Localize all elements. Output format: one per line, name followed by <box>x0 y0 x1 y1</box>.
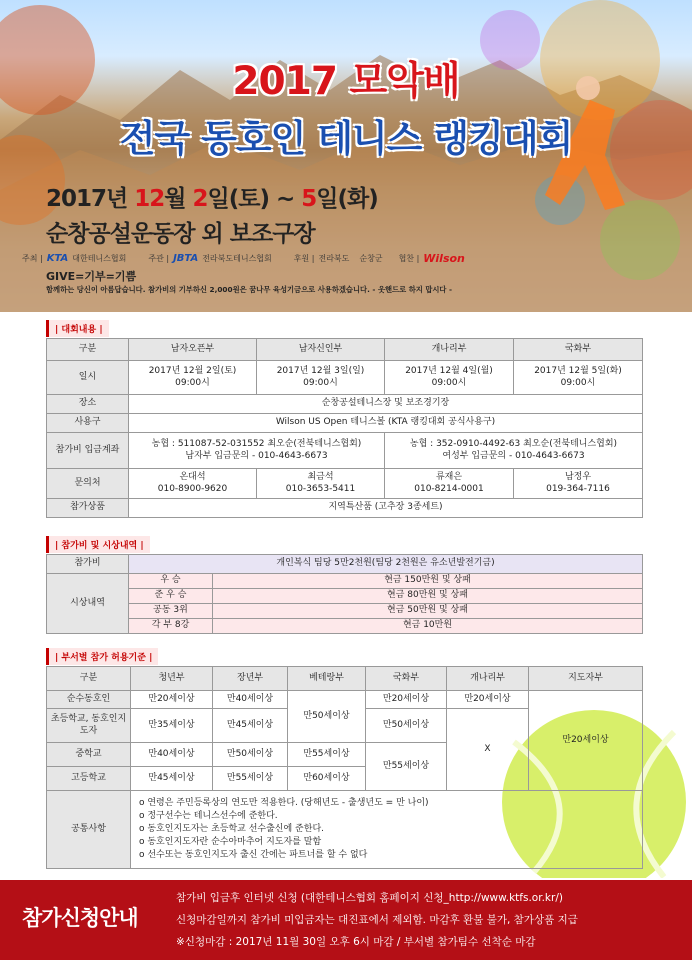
age-cell: 만20세이상 <box>131 691 213 709</box>
header-cell: 청년부 <box>131 667 213 691</box>
age-cell: 만60세이상 <box>288 767 366 791</box>
contact-phone: 010-3653-5411 <box>285 483 356 494</box>
date-mid1: 월 <box>164 186 193 212</box>
table-row <box>47 469 643 499</box>
schedule-time: 09:00시 <box>560 377 596 388</box>
age-cell: 만55세이상 <box>288 743 366 767</box>
contact-phone: 010-8900-9620 <box>157 483 228 494</box>
schedule-date: 2017년 12월 3일(일) <box>276 366 365 377</box>
application-footer <box>0 880 692 960</box>
age-cell: 만40세이상 <box>131 743 213 767</box>
award-prize: 현금 50만원 및 상패 <box>213 604 643 619</box>
header-cell: 국화부 <box>514 339 643 361</box>
account-number: 농협 : 352-0910-4492-63 최오순(전북테니스협회) <box>409 439 618 450</box>
leader-age-cell: 만20세이상 <box>529 691 643 791</box>
header-cell: 구분 <box>47 667 131 691</box>
category-cell: 고등학교 <box>47 767 131 791</box>
common-note: o 동호인지도자란 순수아마추어 지도자를 말함 <box>139 837 322 848</box>
contact-name: 최금석 <box>307 472 334 483</box>
age-cell: 만50세이상 <box>366 709 447 743</box>
award-prize: 현금 150만원 및 상패 <box>213 574 643 589</box>
contact-cell <box>257 469 385 499</box>
footer-line2: 신청마감일까지 참가비 미입금자는 대진표에서 제외함. 마감후 환불 불가, 참가상품 지급 <box>176 914 578 926</box>
age-cell: 만55세이상 <box>366 743 447 791</box>
header-cell: 베테랑부 <box>288 667 366 691</box>
section-title-eligibility: | 부서별 참가 허용기준 | <box>46 648 158 665</box>
host-name: 대한테니스협회 <box>72 254 127 263</box>
table-row <box>47 574 643 589</box>
venue-value: 순창공설테니스장 및 보조경기장 <box>129 395 643 414</box>
header-cell: 개나리부 <box>447 667 529 691</box>
table-row <box>47 589 643 604</box>
schedule-date: 2017년 12월 4일(월) <box>405 366 493 377</box>
title-line2: 전국 동호인 테니스 랭킹대회 <box>119 117 573 160</box>
footer-line3: ※신청마감 : 2017년 11월 30일 오후 6시 마감 / 부서별 참가팀수 선착순 마감 <box>176 936 536 948</box>
schedule-cell <box>129 361 257 395</box>
support-sunchang: 순창군 <box>359 254 383 263</box>
contact-cell <box>385 469 514 499</box>
footer-title: 참가신청안내 <box>22 906 138 930</box>
header-cell: 장년부 <box>213 667 288 691</box>
category-cell: 중학교 <box>47 743 131 767</box>
ball-value: Wilson US Open 테니스볼 (KTA 랭킹대회 공식사용구) <box>129 414 643 433</box>
row-label: 문의처 <box>47 469 129 499</box>
sponsor-label: 협찬 | <box>398 254 420 263</box>
header-cell: 개나리부 <box>385 339 514 361</box>
date-suffix: 일(화) <box>316 186 378 212</box>
header-cell: 지도자부 <box>529 667 643 691</box>
award-rank: 우 승 <box>129 574 213 589</box>
table-row <box>47 339 643 361</box>
schedule-time: 09:00시 <box>175 377 210 388</box>
contact-cell <box>129 469 257 499</box>
contact-cell <box>514 469 643 499</box>
common-note: o 연령은 주민등록상의 연도만 적용한다. (당해년도 - 출생년도 = 만 나이) <box>139 797 429 808</box>
gaenari-x-cell: X <box>447 709 529 791</box>
kta-logo: KTA <box>46 253 69 264</box>
date-day2: 5 <box>301 186 317 212</box>
section-title-fees: | 참가비 및 시상내역 | <box>46 536 150 553</box>
category-cell: 순수동호인 <box>47 691 131 709</box>
host-label: 주최 | <box>22 254 43 263</box>
age-cell: 만55세이상 <box>213 767 288 791</box>
row-label: 일시 <box>47 361 129 395</box>
organizer-label: 주관 | <box>148 254 170 263</box>
age-cell: 만45세이상 <box>213 709 288 743</box>
section-title-event-info: | 대회내용 | <box>46 320 109 337</box>
table-row <box>47 604 643 619</box>
organizer-name: 전라북도테니스협회 <box>202 254 272 263</box>
contact-phone: 019-364-7116 <box>546 483 610 494</box>
give-slogan: GIVE=기부=기쁨 <box>46 270 137 283</box>
contact-name: 온대석 <box>179 472 206 483</box>
account-inquiry: 남자부 입금문의 - 010-4643-6673 <box>185 450 328 461</box>
table-row <box>47 414 643 433</box>
row-label: 장소 <box>47 395 129 414</box>
table-row <box>47 395 643 414</box>
row-label: 시상내역 <box>47 574 129 634</box>
date-mid2: 일(토) ~ <box>207 186 302 212</box>
row-label: 참가비 입금계좌 <box>47 433 129 469</box>
age-cell: 만40세이상 <box>213 691 288 709</box>
age-cell: 만35세이상 <box>131 709 213 743</box>
hero-banner <box>0 0 692 312</box>
footer-line1: 참가비 입금후 인터넷 신청 (대한테니스협회 홈페이지 신청_http://www.ktfs.or.kr/) <box>176 892 563 904</box>
account-men <box>129 433 385 469</box>
schedule-cell <box>257 361 385 395</box>
age-cell: 만20세이상 <box>366 691 447 709</box>
contact-name: 남정우 <box>564 472 592 483</box>
table-row <box>47 361 643 395</box>
account-women <box>385 433 643 469</box>
header-cell: 남자오픈부 <box>129 339 257 361</box>
age-cell: 만50세이상 <box>213 743 288 767</box>
schedule-time: 09:00시 <box>431 377 467 388</box>
table-row <box>47 667 643 691</box>
jbta-logo: JBTA <box>173 253 199 264</box>
row-label: 사용구 <box>47 414 129 433</box>
support-label: 후원 | <box>293 254 315 263</box>
give-note: 함께하는 당신이 아름답습니다. 참가비의 기부하신 2,000원은 꿈나무 육성기금으로 사용하겠습니다. - 옷핸드로 하지 맙시다 - <box>46 285 453 294</box>
row-label: 참가상품 <box>47 499 129 518</box>
header-cell: 남자신인부 <box>257 339 385 361</box>
prize-value: 지역특산품 (고추장 3종세트) <box>129 499 643 518</box>
fees-table <box>46 554 643 634</box>
header-cell: 구분 <box>47 339 129 361</box>
award-prize: 현금 10만원 <box>213 619 643 634</box>
age-cell: 만45세이상 <box>131 767 213 791</box>
award-rank: 각 부 8강 <box>129 619 213 634</box>
wilson-logo: Wilson <box>423 252 465 265</box>
schedule-date: 2017년 12월 2일(토) <box>148 366 237 377</box>
table-row <box>47 499 643 518</box>
schedule-cell <box>514 361 643 395</box>
date-day1: 2 <box>192 186 208 212</box>
date-month: 12 <box>134 186 165 212</box>
award-prize: 현금 80만원 및 상패 <box>213 589 643 604</box>
account-number: 농협 : 511087-52-031552 최오순(전북테니스협회) <box>151 439 362 450</box>
title-line1: 2017 모악배 <box>232 59 460 104</box>
table-row <box>47 791 643 869</box>
schedule-cell <box>385 361 514 395</box>
table-row <box>47 555 643 574</box>
contact-name: 류재은 <box>435 472 463 483</box>
fee-value: 개인복식 팀당 5만2천원(팀당 2천원은 유소년발전기금) <box>129 555 643 574</box>
age-cell: 만20세이상 <box>447 691 529 709</box>
sponsor-bar <box>22 252 465 265</box>
common-note: o 정구선수는 테니스선수에 준한다. <box>139 810 278 821</box>
account-inquiry: 여성부 입금문의 - 010-4643-6673 <box>442 450 585 461</box>
common-note: o 동호인지도자는 초등학교 선수출신에 준한다. <box>139 823 324 834</box>
event-venue: 순창공설운동장 외 보조구장 <box>46 221 315 247</box>
award-rank: 준 우 승 <box>129 589 213 604</box>
eligibility-table <box>46 666 643 869</box>
header-cell: 국화부 <box>366 667 447 691</box>
table-row <box>47 619 643 634</box>
table-row <box>47 433 643 469</box>
category-cell: 초등학교, 동호인지도자 <box>47 709 131 743</box>
common-note: o 선수또는 동호인지도자 출신 간에는 파트너를 할 수 없다 <box>139 850 368 861</box>
table-row <box>47 691 643 709</box>
common-notes <box>131 791 643 869</box>
date-prefix: 2017년 <box>46 186 135 212</box>
schedule-time: 09:00시 <box>303 377 338 388</box>
event-info-table <box>46 338 643 518</box>
event-date <box>46 180 378 213</box>
row-label: 공통사항 <box>47 791 131 869</box>
schedule-date: 2017년 12월 5일(화) <box>534 366 622 377</box>
contact-phone: 010-8214-0001 <box>414 483 484 494</box>
support-jeonbuk: 전라북도 <box>318 254 350 263</box>
age-cell: 만50세이상 <box>288 691 366 743</box>
row-label: 참가비 <box>47 555 129 574</box>
award-rank: 공동 3위 <box>129 604 213 619</box>
